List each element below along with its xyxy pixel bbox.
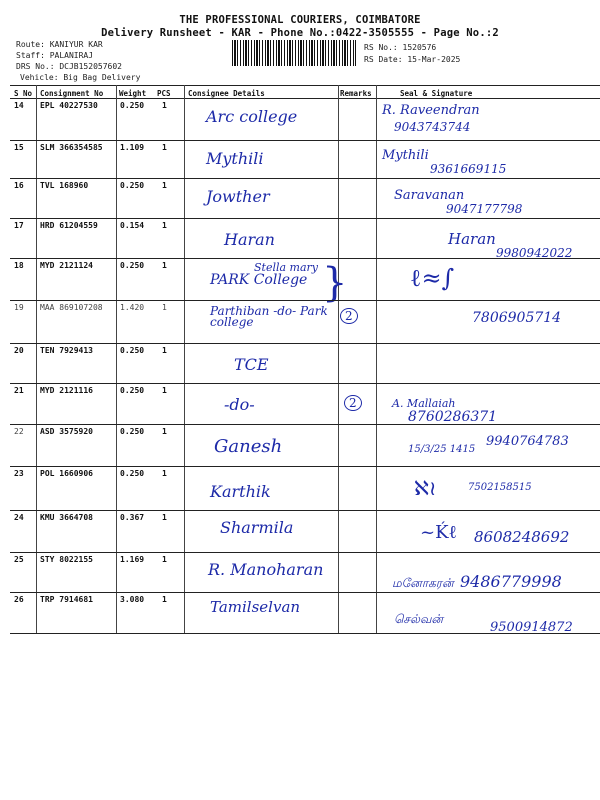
remarks-mark: 2 — [344, 395, 362, 411]
weight-cell: 0.250 — [120, 469, 145, 478]
sno-cell: 14 — [14, 101, 24, 110]
signature-phone: 9500914872 — [490, 620, 573, 635]
table-top-line — [10, 85, 600, 86]
sno-cell: 23 — [14, 469, 24, 478]
pcs-cell: 1 — [162, 221, 167, 230]
vehicle-label: Vehicle: Big Bag Delivery — [20, 73, 141, 82]
table-row — [10, 178, 600, 220]
table-row — [10, 300, 600, 342]
consignment-cell: MYD 2121124 — [40, 261, 93, 270]
weight-cell: 0.250 — [120, 181, 145, 190]
table-row — [10, 218, 600, 260]
signature-phone: 9980942022 — [496, 246, 573, 260]
sno-cell: 18 — [14, 261, 24, 270]
signature-handwriting: 15/3/25 1415 — [408, 444, 476, 455]
consignee-handwriting: Karthik — [210, 482, 271, 501]
pcs-cell: 1 — [162, 261, 167, 270]
pcs-cell: 1 — [162, 303, 167, 312]
weight-cell: 1.109 — [120, 143, 145, 152]
sno-cell: 16 — [14, 181, 24, 190]
signature-scribble: ℵ≀ — [414, 476, 437, 500]
consignment-cell: HRD 61204559 — [40, 221, 98, 230]
table-row — [10, 510, 600, 552]
barcode — [232, 40, 356, 66]
pcs-cell: 1 — [162, 346, 167, 355]
table-row — [10, 552, 600, 594]
weight-cell: 0.250 — [120, 346, 145, 355]
sno-cell: 25 — [14, 555, 24, 564]
consignee-handwriting: TCE — [234, 355, 269, 374]
pcs-cell: 1 — [162, 101, 167, 110]
table-row — [10, 258, 600, 306]
consignee-handwriting: Arc college — [206, 107, 298, 126]
route-label: Route: KANIYUR KAR — [16, 40, 103, 49]
consignee-handwriting: Mythili — [206, 149, 264, 168]
weight-cell: 0.154 — [120, 221, 145, 230]
signature-phone: 9043743744 — [394, 120, 471, 134]
consignment-cell: TRP 7914681 — [40, 595, 93, 604]
rs-date-label: RS Date: 15-Mar-2025 — [364, 55, 461, 64]
signature-handwriting: Mythili — [382, 148, 429, 163]
consignee-handwriting: Tamilselvan — [210, 598, 301, 616]
table-row — [10, 98, 600, 140]
consignee-handwriting: R. Manoharan — [208, 560, 324, 579]
table-row — [10, 140, 600, 182]
sno-cell: 22 — [14, 427, 24, 436]
consignee-handwriting: -do- — [224, 395, 255, 414]
weight-cell: 1.169 — [120, 555, 145, 564]
table-row — [10, 592, 600, 634]
consignment-cell: KMU 3664708 — [40, 513, 93, 522]
col-header-signature: Seal & Signature — [400, 89, 473, 98]
weight-cell: 0.367 — [120, 513, 145, 522]
consignee-handwriting: PARK College — [210, 272, 308, 288]
signature-scribble: ~Ḱℓ — [420, 522, 458, 543]
sno-cell: 24 — [14, 513, 24, 522]
table-bottom-line — [10, 633, 600, 634]
consignment-cell: EPL 40227530 — [40, 101, 98, 110]
pcs-cell: 1 — [162, 555, 167, 564]
pcs-cell: 1 — [162, 513, 167, 522]
rs-no-label: RS No.: 1520576 — [364, 43, 437, 52]
consignee-note: Stella mary — [254, 261, 319, 274]
col-header-consignment: Consignment No — [40, 89, 104, 98]
sno-cell: 21 — [14, 386, 24, 395]
consignment-cell: SLM 366354585 — [40, 143, 103, 152]
consignment-cell: MAA 869107208 — [40, 303, 103, 312]
signature-handwriting: Saravanan — [394, 188, 465, 203]
weight-cell: 3.080 — [120, 595, 145, 604]
pcs-cell: 1 — [162, 386, 167, 395]
pcs-cell: 1 — [162, 595, 167, 604]
signature-scribble: ℓ≈∫ — [410, 264, 455, 292]
col-header-consignee: Consignee Details — [188, 89, 265, 98]
consignee-handwriting: Parthiban -do- Park college — [210, 304, 328, 329]
weight-cell: 0.250 — [120, 386, 145, 395]
sno-cell: 15 — [14, 143, 24, 152]
table-row — [10, 383, 600, 425]
pcs-cell: 1 — [162, 427, 167, 436]
drs-label: DRS No.: DCJB152057602 — [16, 62, 122, 71]
consignment-cell: POL 1660906 — [40, 469, 93, 478]
company-title: THE PROFESSIONAL COURIERS, COIMBATORE — [179, 14, 421, 26]
consignee-handwriting: Haran — [224, 230, 275, 249]
table-row — [10, 424, 600, 466]
brace-mark: } — [322, 260, 348, 306]
consignment-cell: TVL 168960 — [40, 181, 89, 190]
signature-handwriting: R. Raveendran — [382, 103, 480, 118]
col-header-remarks: Remarks — [340, 89, 372, 98]
consignee-handwriting: Sharmila — [220, 518, 294, 537]
signature-phone: 8608248692 — [474, 528, 570, 546]
signature-scribble: மனோகரன் — [392, 576, 454, 590]
signature-phone: 9940764783 — [486, 434, 569, 449]
signature-scribble: செல்வன் — [394, 612, 444, 626]
signature-phone: 9361669115 — [430, 162, 507, 176]
weight-cell: 0.250 — [120, 101, 145, 110]
pcs-cell: 1 — [162, 181, 167, 190]
consignment-cell: ASD 3575920 — [40, 427, 93, 436]
consignment-cell: STY 8022155 — [40, 555, 93, 564]
consignment-cell: MYD 2121116 — [40, 386, 93, 395]
sno-cell: 19 — [14, 303, 24, 312]
weight-cell: 1.420 — [120, 303, 145, 312]
pcs-cell: 1 — [162, 469, 167, 478]
col-header-sno: S No — [14, 89, 33, 98]
weight-cell: 0.250 — [120, 261, 145, 270]
signature-phone: 7806905714 — [472, 310, 562, 326]
table-row — [10, 343, 600, 385]
signature-handwriting: Haran — [448, 230, 496, 248]
weight-cell: 0.250 — [120, 427, 145, 436]
signature-handwriting: A. Mallaiah — [392, 397, 456, 410]
sno-cell: 26 — [14, 595, 24, 604]
consignee-handwriting: Jowther — [206, 187, 270, 206]
staff-label: Staff: PALANIRAJ — [16, 51, 94, 60]
signature-phone: 9486779998 — [460, 572, 562, 591]
sno-cell: 20 — [14, 346, 24, 355]
sno-cell: 17 — [14, 221, 24, 230]
pcs-cell: 1 — [162, 143, 167, 152]
signature-phone: 8760286371 — [408, 409, 498, 425]
remarks-mark: 2 — [340, 308, 358, 324]
col-header-weight: Weight — [119, 89, 147, 98]
table-row — [10, 466, 600, 508]
runsheet-title: Delivery Runsheet - KAR - Phone No.:0422-3505555 - Page No.:2 — [101, 27, 499, 39]
consignee-handwriting: Ganesh — [214, 436, 283, 457]
signature-phone: 7502158515 — [468, 482, 532, 493]
consignment-cell: TEN 7929413 — [40, 346, 93, 355]
col-header-pcs: PCS — [157, 89, 171, 98]
signature-phone: 9047177798 — [446, 202, 523, 216]
